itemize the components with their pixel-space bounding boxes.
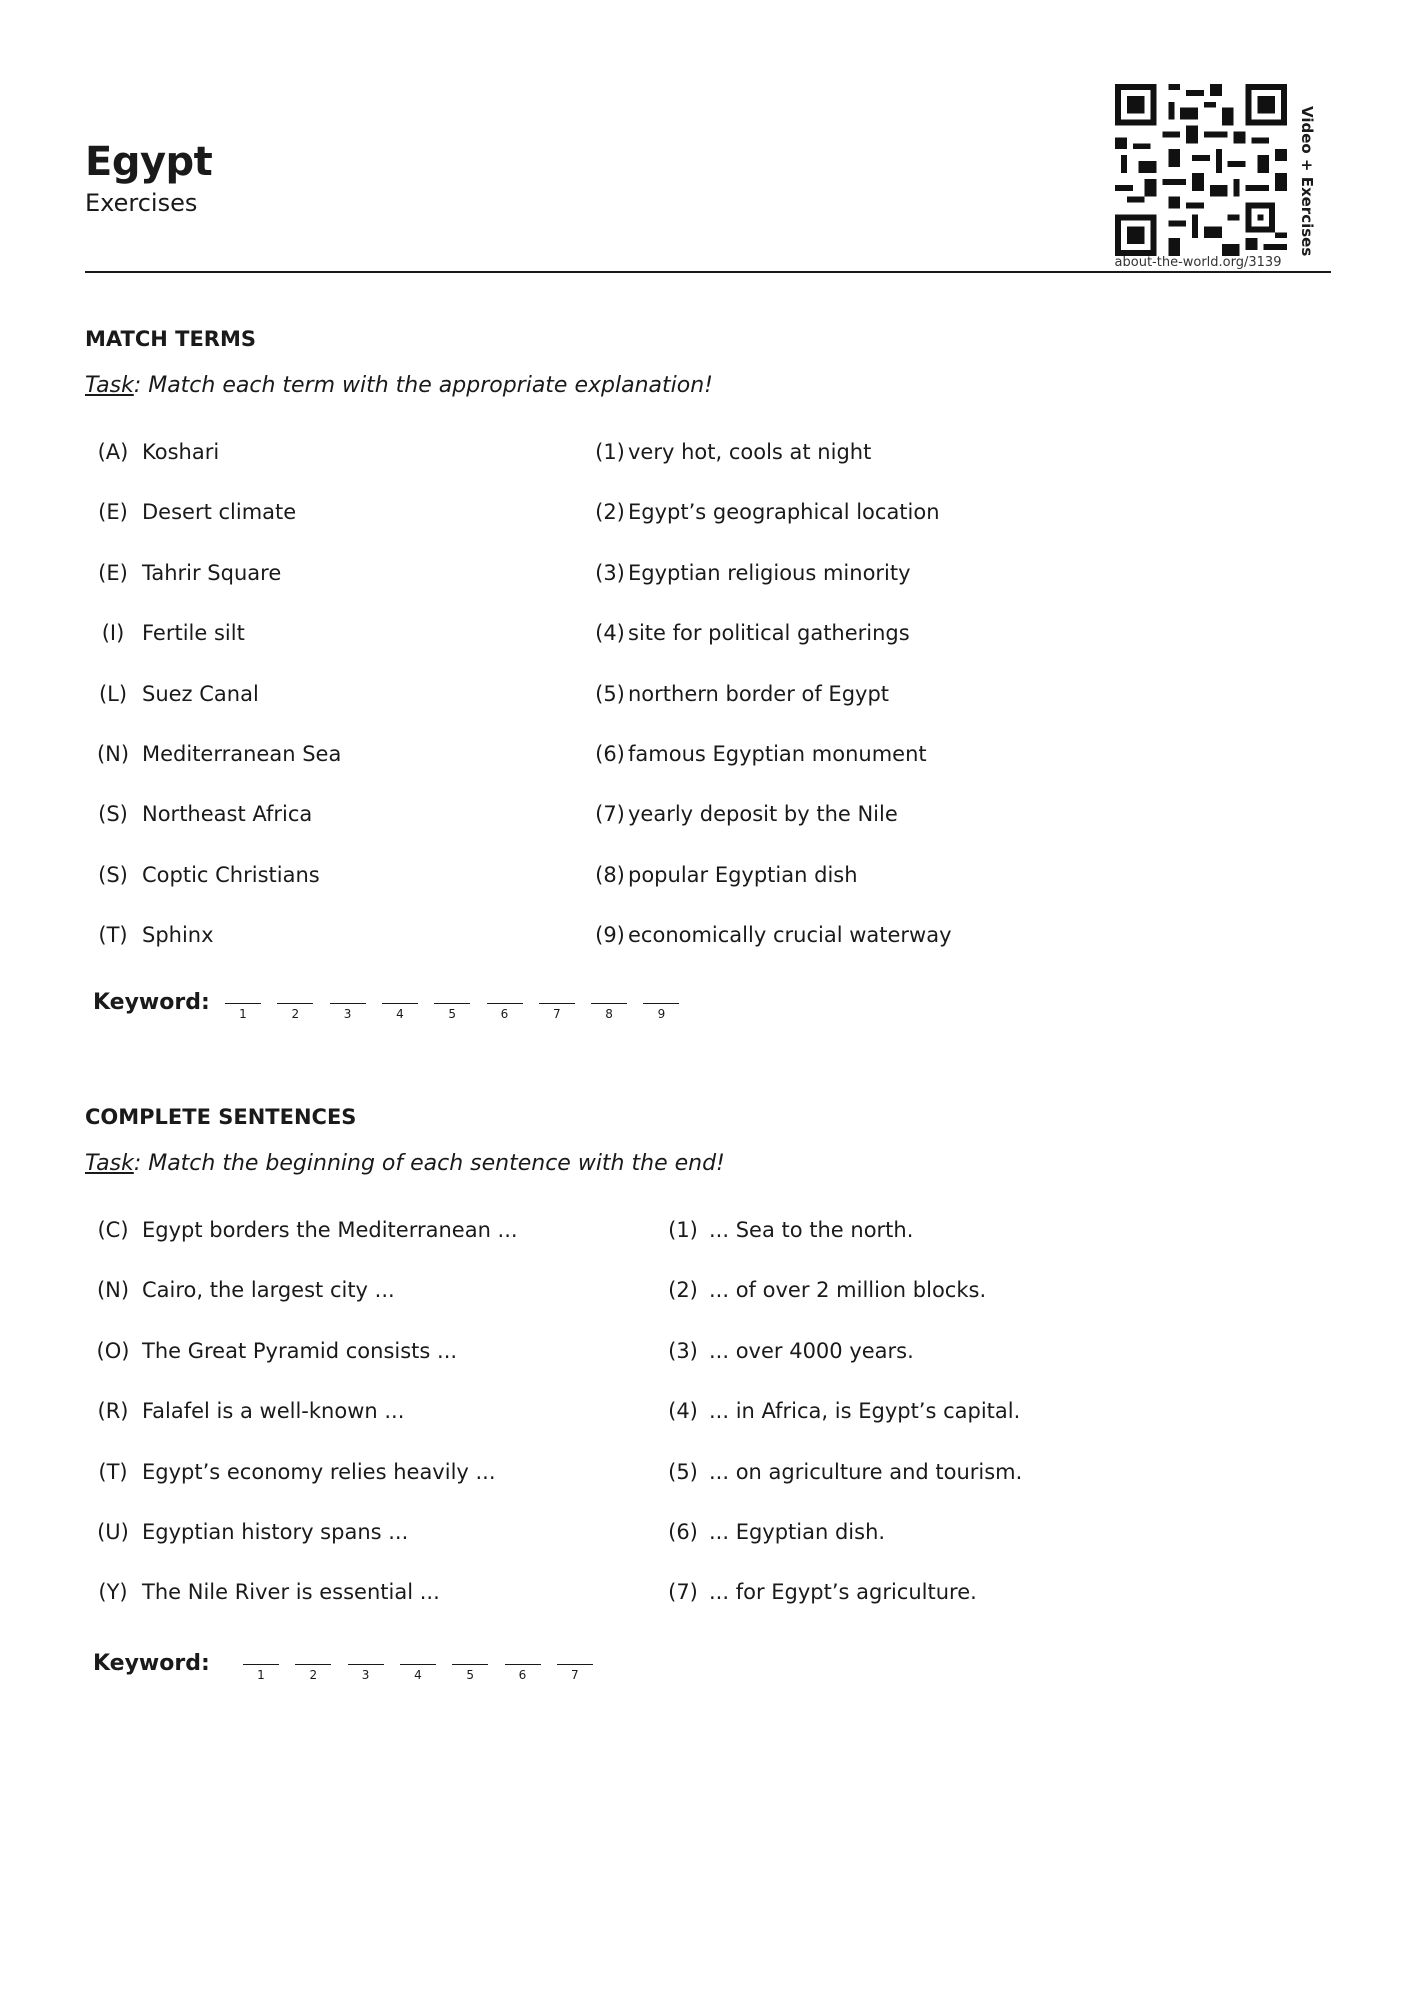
task-label: Task: [85, 373, 134, 398]
keyword-blank-number: 1: [257, 1668, 265, 1683]
pair-row: [85, 486, 1325, 546]
right-label: (6): [595, 741, 625, 766]
left-label: (L): [98, 681, 128, 706]
pair-row: [85, 1506, 1325, 1566]
keyword-blank-line: [434, 1003, 470, 1005]
left-text: Desert climate: [142, 500, 297, 525]
keyword-blank-number: 1: [239, 1007, 247, 1022]
right-text: popular Egyptian dish: [628, 862, 858, 887]
right-label: (4): [595, 621, 625, 646]
left-label: (U): [97, 1519, 129, 1544]
keyword-blank-number: 6: [518, 1668, 527, 1683]
left-text: Egyptian history spans ...: [142, 1519, 409, 1544]
pair-row: [85, 1204, 1325, 1264]
keyword-blank[interactable]: [434, 980, 470, 1022]
keyword-blank-number: 2: [309, 1668, 318, 1683]
pair-row: [85, 1325, 1325, 1385]
page-title: Egypt: [85, 139, 213, 185]
keyword-blank[interactable]: [400, 1641, 436, 1683]
keyword-blank-line: [382, 1003, 418, 1005]
right-label: (4): [668, 1399, 698, 1424]
left-text: Mediterranean Sea: [142, 741, 342, 766]
keyword-blank-number: 5: [448, 1007, 456, 1022]
right-text: northern border of Egypt: [628, 681, 890, 706]
keyword-blank[interactable]: [505, 1641, 541, 1683]
keyword-blank-number: 7: [552, 1007, 561, 1022]
keyword-blank[interactable]: [225, 980, 261, 1022]
left-text: Suez Canal: [142, 681, 259, 706]
left-label: (S): [98, 802, 128, 827]
left-label: (C): [97, 1218, 129, 1242]
right-label: (9): [595, 923, 625, 948]
keyword-blank[interactable]: [591, 980, 627, 1022]
left-label: (R): [97, 1399, 129, 1424]
keyword-blank[interactable]: [382, 980, 418, 1022]
keyword-blank[interactable]: [452, 1641, 488, 1683]
left-text: Coptic Christians: [142, 862, 320, 887]
left-label: (S): [98, 862, 128, 887]
complete-sentences-section: [85, 1104, 1325, 1699]
right-text: Egyptian religious minority: [628, 560, 911, 585]
right-text: Egypt’s geographical location: [628, 500, 940, 525]
left-text: Egypt borders the Mediterranean ...: [142, 1218, 518, 1242]
right-label: (7): [668, 1580, 698, 1605]
pair-row: [85, 849, 1325, 909]
left-text: Fertile silt: [142, 621, 245, 646]
match-terms-section: [85, 326, 1325, 1040]
keyword-blank-line: [295, 1664, 331, 1666]
pair-row: [85, 728, 1325, 788]
task-text: : Match the beginning of each sentence with the end!: [133, 1151, 725, 1176]
right-label: (2): [595, 500, 625, 525]
page-header: [85, 138, 212, 218]
section-title: COMPLETE SENTENCES: [85, 1105, 357, 1129]
keyword-blank-line: [557, 1664, 593, 1666]
keyword-blank-line: [452, 1664, 488, 1666]
qr-code-icon[interactable]: [1115, 84, 1287, 256]
task-text: : Match each term with the appropriate explanation!: [133, 373, 713, 398]
keyword-label: Keyword:: [93, 989, 210, 1015]
right-label: (1): [668, 1218, 698, 1242]
left-text: The Nile River is essential ...: [142, 1580, 440, 1605]
section-title: MATCH TERMS: [85, 327, 257, 351]
right-text: economically crucial waterway: [628, 923, 952, 948]
qr-side-label: Video + Exercises: [1298, 106, 1316, 257]
left-label: (T): [98, 1459, 128, 1484]
task-instruction: [85, 372, 1325, 400]
pair-row: [85, 1566, 1325, 1626]
right-text: famous Egyptian monument: [628, 741, 927, 766]
left-label: (N): [96, 1278, 130, 1303]
left-label: (O): [96, 1338, 130, 1363]
left-text: Egypt’s economy relies heavily ...: [142, 1459, 496, 1484]
keyword-blank[interactable]: [295, 1641, 331, 1683]
right-label: (3): [595, 560, 625, 585]
left-text: The Great Pyramid consists ...: [142, 1338, 458, 1363]
keyword-blank-line: [243, 1664, 279, 1666]
pair-row: [85, 1385, 1325, 1445]
pair-row: [85, 1446, 1325, 1506]
right-text: ... over 4000 years.: [709, 1338, 914, 1363]
pair-row: [85, 1264, 1325, 1324]
left-label: (N): [96, 741, 130, 766]
keyword-label: Keyword:: [93, 1650, 210, 1676]
left-label: (E): [98, 500, 128, 525]
right-text: ... on agriculture and tourism.: [709, 1459, 1023, 1484]
left-label: (T): [98, 923, 128, 948]
left-label: (E): [98, 560, 128, 585]
right-text: very hot, cools at night: [628, 440, 872, 464]
keyword-blank[interactable]: [487, 980, 523, 1022]
keyword-blank-number: 2: [291, 1007, 300, 1022]
left-text: Tahrir Square: [142, 560, 282, 585]
keyword-blank-line: [348, 1664, 384, 1666]
pair-row: [85, 788, 1325, 848]
left-text: Sphinx: [142, 923, 214, 948]
right-label: (2): [668, 1278, 698, 1303]
right-text: ... for Egypt’s agriculture.: [709, 1580, 977, 1605]
right-text: ... Egyptian dish.: [709, 1519, 886, 1544]
keyword-blank-line: [330, 1003, 366, 1005]
keyword-blank-number: 4: [414, 1668, 422, 1683]
left-text: Northeast Africa: [142, 802, 313, 827]
pair-row: [85, 909, 1325, 969]
left-text: Falafel is a well-known ...: [142, 1399, 405, 1424]
task-label: Task: [85, 1151, 134, 1176]
keyword-blank-line: [225, 1003, 261, 1005]
right-text: yearly deposit by the Nile: [628, 802, 898, 827]
right-label: (5): [595, 681, 625, 706]
keyword-blank[interactable]: [643, 980, 679, 1022]
keyword-blank-number: 8: [605, 1007, 613, 1022]
keyword-blank[interactable]: [330, 980, 366, 1022]
keyword-blank[interactable]: [277, 980, 313, 1022]
keyword-blank-number: 6: [500, 1007, 509, 1022]
keyword-row: [85, 1639, 1325, 1699]
keyword-blank[interactable]: [243, 1641, 279, 1683]
page-subtitle: Exercises: [85, 189, 198, 217]
keyword-blank-number: 7: [570, 1668, 579, 1683]
left-text: Cairo, the largest city ...: [142, 1278, 395, 1303]
right-label: (1): [595, 440, 625, 464]
keyword-blank-number: 3: [361, 1668, 370, 1683]
keyword-blank-number: 4: [396, 1007, 404, 1022]
right-text: ... of over 2 million blocks.: [709, 1278, 987, 1303]
keyword-blank[interactable]: [348, 1641, 384, 1683]
pair-row: [85, 668, 1325, 728]
right-label: (8): [595, 862, 625, 887]
task-instruction: [85, 1150, 1325, 1178]
keyword-blank-line: [400, 1664, 436, 1666]
pair-row: [85, 426, 1325, 486]
keyword-blank-number: 3: [343, 1007, 352, 1022]
right-label: (5): [668, 1459, 698, 1484]
keyword-row: [85, 980, 1325, 1040]
right-text: ... in Africa, is Egypt’s capital.: [709, 1399, 1021, 1424]
keyword-blank[interactable]: [539, 980, 575, 1022]
left-text: Koshari: [142, 440, 220, 464]
left-label: (A): [97, 440, 129, 464]
qr-url[interactable]: about-the-world.org/3139: [1114, 255, 1282, 270]
pair-row: [85, 547, 1325, 607]
left-label: (I): [101, 621, 125, 646]
right-text: site for political gatherings: [628, 621, 910, 646]
keyword-blank-number: 9: [657, 1007, 666, 1022]
keyword-blank-line: [539, 1003, 575, 1005]
keyword-blank-number: 5: [466, 1668, 474, 1683]
keyword-blank-line: [643, 1003, 679, 1005]
complete-sentences-list: [85, 1204, 1325, 1627]
right-label: (6): [668, 1519, 698, 1544]
keyword-blank-line: [277, 1003, 313, 1005]
keyword-blank-line: [591, 1003, 627, 1005]
keyword-blank[interactable]: [557, 1641, 593, 1683]
header-divider: [85, 271, 1331, 273]
keyword-blank-line: [505, 1664, 541, 1666]
right-text: ... Sea to the north.: [709, 1218, 914, 1242]
keyword-blank-line: [487, 1003, 523, 1005]
right-label: (7): [595, 802, 625, 827]
pair-row: [85, 607, 1325, 667]
left-label: (Y): [98, 1580, 128, 1605]
match-terms-list: [85, 426, 1325, 970]
right-label: (3): [668, 1338, 698, 1363]
